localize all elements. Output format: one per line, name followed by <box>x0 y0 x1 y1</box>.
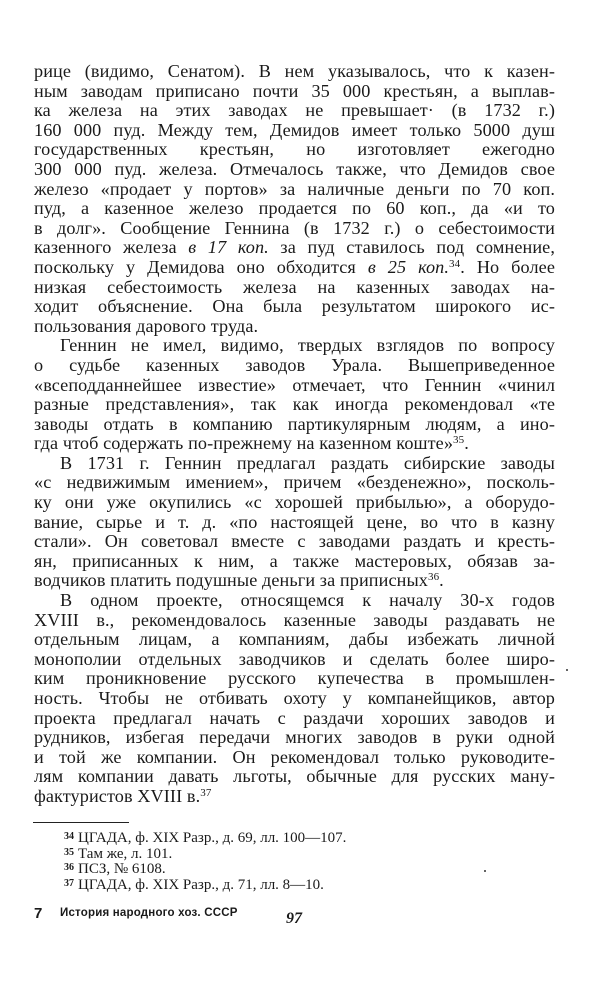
footnote-ref: 34 <box>449 257 461 270</box>
text-line: о судьбе казенных заводов Урала. Вышеприведенное <box>34 354 555 375</box>
text-line: лям компании давать льготы, обычные для русских ману- <box>34 766 555 787</box>
text-line: разные представления», так как иногда рекомендовал «те <box>34 394 555 415</box>
text-line: ким проникновение русского купечества в промышлен- <box>34 668 555 689</box>
scan-speck <box>566 669 568 671</box>
text-line: пуд, а казенное железо продается по 60 коп., да «и то <box>34 198 555 219</box>
text-line: В одном проекте, относящемся к началу 30-х годов <box>60 590 555 611</box>
text-line: XVIII в., рекомендовалось казенные заводы раздавать не <box>34 609 555 630</box>
text-line: 160 000 пуд. Между тем, Демидов имеет только 5000 душ <box>34 119 555 140</box>
text-line: 300 000 пуд. железа. Отмечалось также, что Демидов свое <box>34 158 555 179</box>
footnote-separator <box>33 822 129 823</box>
text-line: В 1731 г. Геннин предлагал раздать сибирские заводы <box>60 452 555 473</box>
footnotes <box>64 829 484 892</box>
text-line: поскольку у Демидова оно обходится в 25 коп.$^{34}$. Но более <box>34 256 556 277</box>
text-line: стали». Он советовал вместе с заводами раздать и кресть- <box>34 531 555 552</box>
italic-emphasis: в 25 коп. <box>367 256 450 277</box>
body-text <box>34 62 555 807</box>
text-line: водчиков платить подушные деньги за приписных$^{36}$. <box>34 570 444 591</box>
scan-speck <box>484 870 486 872</box>
text-line: заводы отдать в компанию партикулярным людям, а ино- <box>34 413 555 434</box>
footnote-37: $^{37}$ ЦГАДА, ф. XIX Разр., д. 71, лл. 8—10. <box>64 877 324 894</box>
footnote-34: $^{34}$ ЦГАДА, ф. XIX Разр., д. 69, лл. 100—107. <box>64 830 347 846</box>
footnote-35: $^{35}$ Там же, л. 101. <box>64 845 173 862</box>
text-line: ность. Чтобы не отбивать охоту у компанейщиков, автор <box>34 688 555 708</box>
text-line: и той же компании. Он рекомендовал только руководите- <box>34 746 555 767</box>
italic-emphasis: в 17 коп. <box>188 237 269 258</box>
text-line: фактуристов XVIII в.$^{37}$ <box>34 785 212 806</box>
text-line: ку они уже окупились «с хорошей прибылью», а оборудо- <box>34 492 555 513</box>
text-line: в долг». Сообщение Геннина (в 1732 г.) о себестоимости <box>34 217 555 238</box>
text-line: отдельным лицам, а компаниям, дабы избежать личной <box>34 629 555 650</box>
text-line: монополии отдельных заводчиков и сделать более широ- <box>34 648 555 669</box>
page-number: 97 <box>286 910 302 927</box>
text-line: Геннин не имел, видимо, твердых взглядов по вопросу <box>60 335 555 356</box>
text-line: ходит объяснение. Она была результатом широкого ис- <box>34 296 555 317</box>
text-line: государственных крестьян, но изготовляет ежегодно <box>34 139 555 160</box>
footnote-ref: 36 <box>427 571 440 584</box>
signature-mark: 7 <box>34 905 43 922</box>
text-line: рудников, избегая передачи многих заводов в руки одной <box>34 727 555 748</box>
signature-title: История народного хоз. СССР <box>60 907 238 919</box>
footnote-36: $^{36}$ ПСЗ, № 6108. <box>64 861 166 878</box>
text-line: ян, приписанных к ним, а также мастеровых, обязав за- <box>34 550 555 571</box>
text-line: ным заводам приписано почти 35 000 крестьян, а выплав- <box>34 80 555 101</box>
text-line: вание, сырье и т. д. «по настоящей цене, во что в казну <box>34 511 555 532</box>
text-line: казенного железа в 17 коп. за пуд ставилось под сомнение, <box>34 237 555 258</box>
text-line: железо «продает у портов» за наличные деньги по 70 коп. <box>34 178 555 199</box>
text-line: рице (видимо, Сенатом). В нем указывалось, что к казен- <box>34 61 555 81</box>
footnote-ref: 37 <box>200 786 212 799</box>
text-line: проекта предлагал начать с раздачи хороших заводов и <box>34 707 555 728</box>
text-line: «всеподданнейшее известие» отмечает, что Геннин «чинил <box>34 374 555 395</box>
text-line: низкая себестоимость железа на казенных заводах на- <box>34 276 555 297</box>
text-line: ка железа на этих заводах не превышает· (в 1732 г.) <box>34 100 555 121</box>
text-line: гда чтоб содержать по-прежнему на казенном коште»$^{35}$. <box>34 433 469 454</box>
footnote-ref: 35 <box>453 434 465 447</box>
text-line: «с недвижимым имением», причем «безденежно», посколь- <box>34 472 555 493</box>
text-line: пользования дарового труда. <box>34 315 259 336</box>
